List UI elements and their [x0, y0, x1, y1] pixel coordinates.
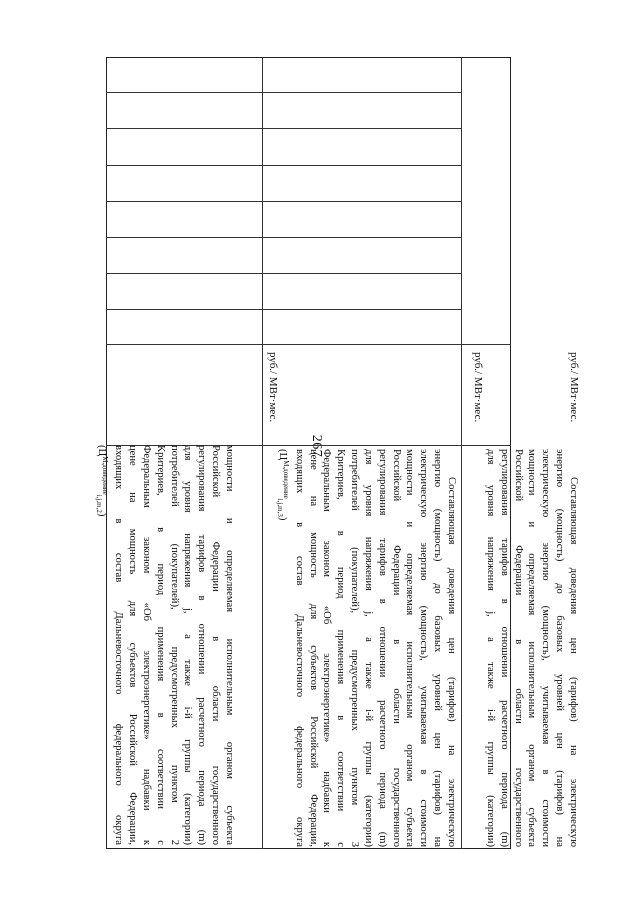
row-2-unit: руб./ МВт·мес.	[472, 352, 484, 423]
text-line: Федеральным законом «Об электроэнергетике» надбавки к	[321, 449, 333, 847]
text-line: регулирования тарифов в отношении расчетного периода (m)	[498, 449, 510, 847]
row-2-description	[272, 449, 458, 847]
column-rule	[106, 273, 461, 274]
text-line: энергию (мощность) до базовых уровней цен (тарифов) на	[432, 449, 444, 847]
text-line: Федеральным законом «Об электроэнергетике» надбавки к	[140, 445, 152, 845]
text-line: входящих в состав Дальневосточного федерального округа	[293, 449, 305, 847]
text-line: электрическую энергию (мощность), учитываемая в стоимости	[418, 449, 430, 847]
column-rule	[106, 128, 461, 129]
text-line: энергию (мощность) до базовых уровней цен (тарифов) на	[554, 449, 566, 847]
text-line: Критериев, в период применения в соответствии с	[154, 445, 166, 845]
page-number: 267	[309, 434, 324, 458]
text-line: Российской Федерации в области государственного	[390, 449, 402, 847]
text-line: цене на мощность для субъектов Российской Федерации,	[127, 445, 139, 845]
text-line: Составляющая доведения цен (тарифов) на электрическую	[446, 477, 457, 847]
text-line: Российской Федерации в области государственного	[210, 445, 222, 845]
column-rule	[106, 344, 511, 345]
text-line: входящих в состав Дальневосточного федерального округа	[113, 445, 125, 845]
text-line: для уровня напряжения j, а также i-й группы (категории)	[484, 449, 496, 847]
column-rule	[106, 165, 461, 166]
row-rule	[262, 57, 263, 849]
text-line: потребителей (покупателей), предусмотренных пунктом 3	[349, 449, 361, 847]
formula: $(Ц^{М,доведение}_{i,j,m,3})$	[275, 449, 290, 521]
text-line: потребителей (покупателей), предусмотренных пунктом 2	[168, 445, 180, 845]
row-3-description	[483, 449, 580, 847]
text-line: регулирования тарифов в отношении расчетного периода (m)	[196, 445, 208, 845]
column-rule	[106, 309, 461, 310]
text-line: Составляющая доведения цен (тарифов) на электрическую	[568, 477, 579, 847]
column-rule	[106, 92, 461, 93]
row-1-unit: руб./ МВт·мес.	[267, 352, 279, 423]
text-line: мощности и определяемая исполнительным органом субъекта	[224, 445, 235, 845]
row-3-unit: руб./ МВт·мес.	[568, 352, 580, 423]
text-line: регулирования тарифов в отношении расчетного периода (m)	[376, 449, 388, 847]
row-1-description	[92, 445, 236, 845]
formula: $(Ц^{М,доведение}_{i,j,m,2})$	[95, 445, 110, 517]
text-line: электрическую энергию (мощность), учитываемая в стоимости	[540, 449, 552, 847]
text-line: цене на мощность для субъектов Российской Федерации,	[307, 449, 319, 847]
column-rule	[106, 237, 461, 238]
row-rule	[461, 57, 462, 849]
text-line: для уровня напряжения j, а также i-й группы (категории)	[182, 445, 194, 845]
text-line: Российской Федерации в области государственного	[512, 449, 524, 847]
text-line: мощности и определяемая исполнительным органом субъекта	[404, 449, 416, 847]
text-line: мощности и определяемая исполнительным органом субъекта	[526, 449, 538, 847]
text-line: для уровня напряжения j, а также i-й группы (категории)	[362, 449, 374, 847]
column-rule	[106, 201, 461, 202]
text-line: Критериев, в период применения в соответствии с	[335, 449, 347, 847]
